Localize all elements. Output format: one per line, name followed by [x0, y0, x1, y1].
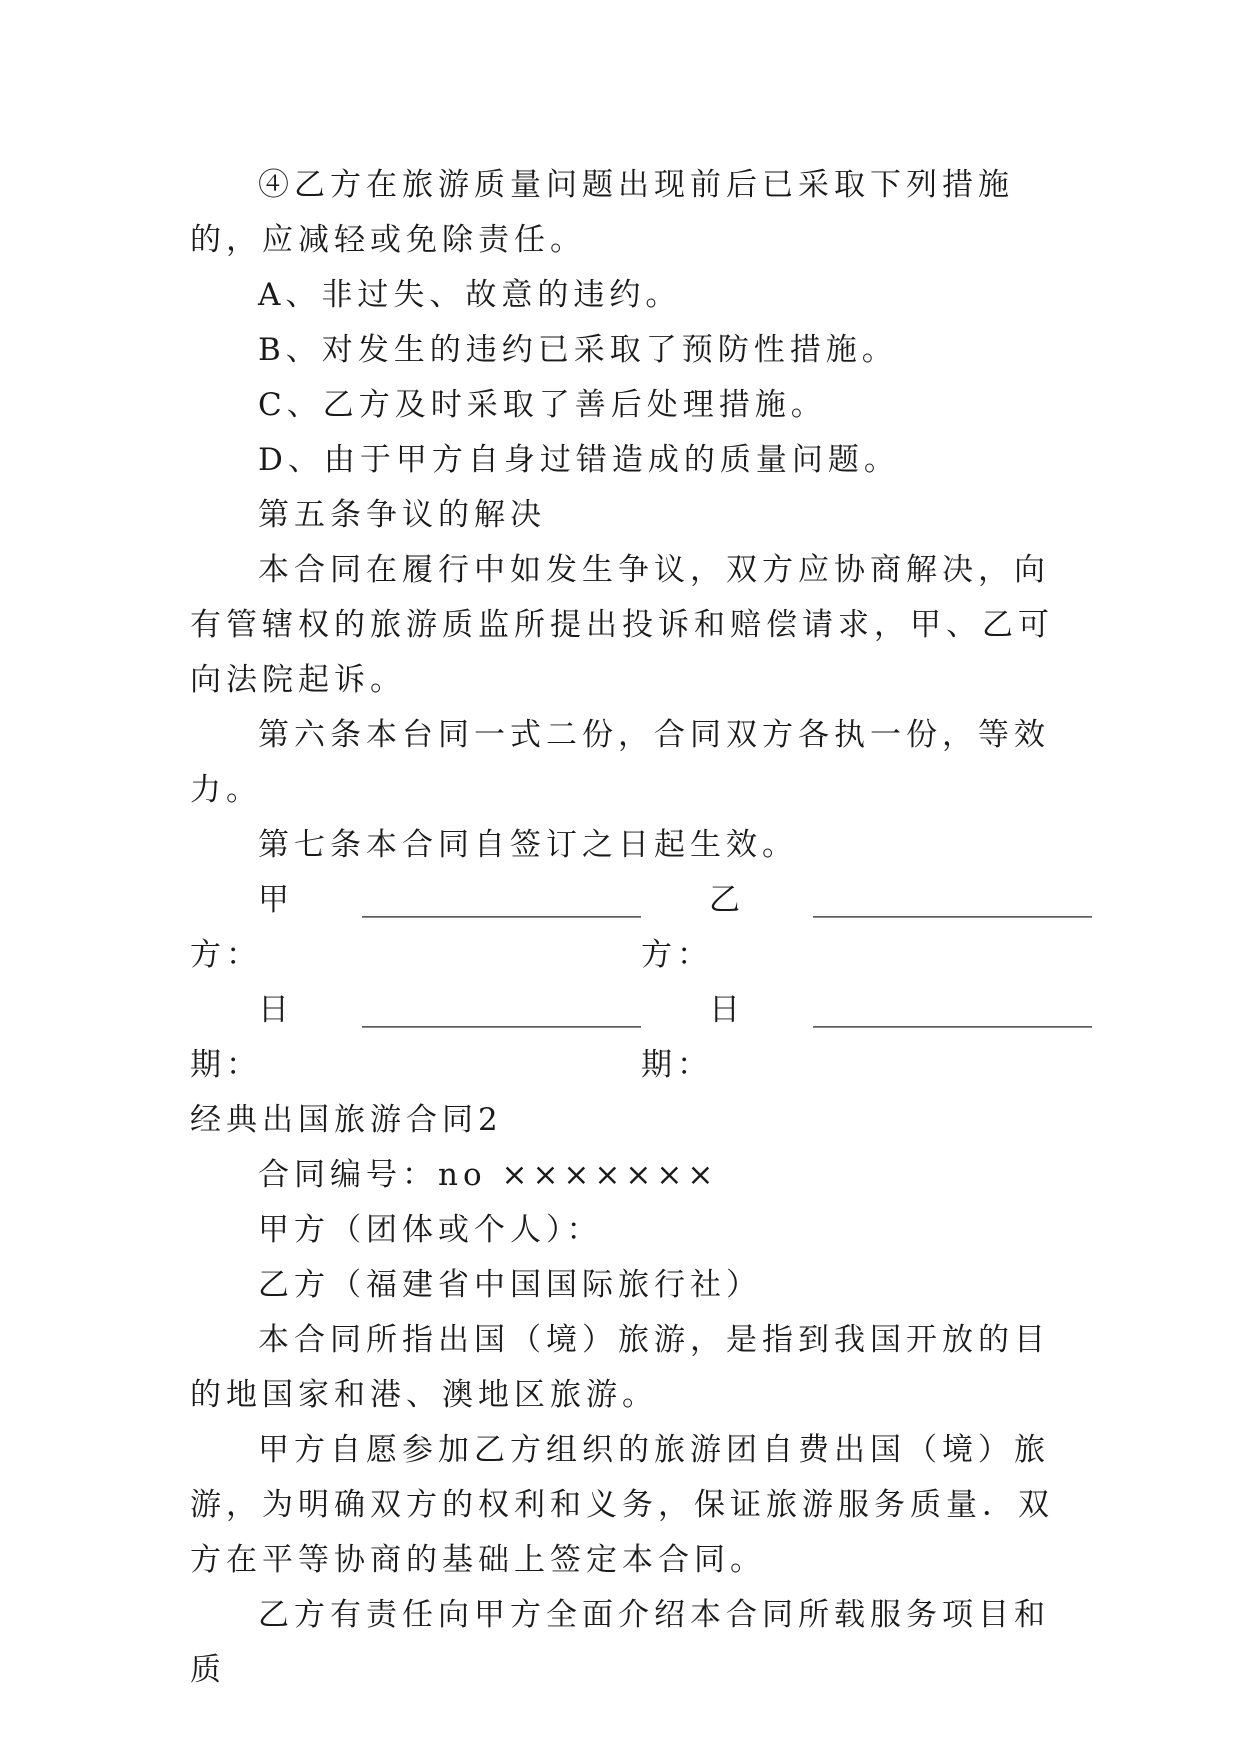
paragraph-item-c: C、乙方及时采取了善后处理措施。 [258, 387, 827, 423]
contract-number: 合同编号：no ××××××× [258, 1157, 719, 1193]
paragraph-service-introduction: 乙方有责任向甲方全面介绍本合同所载服务项目和质 [190, 1597, 1050, 1688]
party-a-signature-blank: __________________ [362, 882, 641, 918]
date-b-label: 日期： [641, 992, 745, 1083]
party-b-signature-blank: __________________ [813, 882, 1092, 918]
party-b-label: 乙方： [641, 882, 745, 973]
signature-row-parties [190, 873, 1092, 983]
section-2-title: 经典出国旅游合同2 [190, 1102, 503, 1138]
signature-row-dates [190, 983, 1092, 1093]
party-b-line: 乙方（福建省中国国际旅行社） [258, 1267, 762, 1303]
paragraph-dispute-resolution: 本合同在履行中如发生争议，双方应协商解决，向有管辖权的旅游质监所提出投诉和赔偿请求，甲、乙可向法院起诉。 [190, 552, 1054, 698]
paragraph-item-a: A、非过失、故意的违约。 [258, 277, 682, 313]
date-a-label: 日期： [190, 992, 294, 1083]
paragraph-item-d: D、由于甲方自身过错造成的质量问题。 [258, 442, 900, 478]
article-7-effective: 第七条本合同自签订之日起生效。 [258, 827, 798, 863]
paragraph-voluntary-participation: 甲方自愿参加乙方组织的旅游团自费出国（境）旅游，为明确双方的权利和义务，保证旅游服务质量．双方在平等协商的基础上签定本合同。 [190, 1432, 1054, 1578]
party-a-label: 甲方： [190, 882, 294, 973]
paragraph-item-b: B、对发生的违约已采取了预防性措施。 [258, 332, 898, 368]
article-5-heading: 第五条争议的解决 [258, 497, 546, 533]
paragraph-responsibility-exemption: ④乙方在旅游质量问题出现前后已采取下列措施的，应减轻或免除责任。 [190, 167, 1014, 258]
date-b-blank: __________________ [813, 992, 1092, 1028]
paragraph-definition: 本合同所指出国（境）旅游，是指到我国开放的目的地国家和港、澳地区旅游。 [190, 1322, 1050, 1413]
article-6-copies: 第六条本台同一式二份，合同双方各执一份，等效力。 [190, 717, 1050, 808]
date-a-blank: __________________ [362, 992, 641, 1028]
document-body [190, 158, 1092, 1698]
party-a-line: 甲方（团体或个人）： [258, 1212, 603, 1248]
